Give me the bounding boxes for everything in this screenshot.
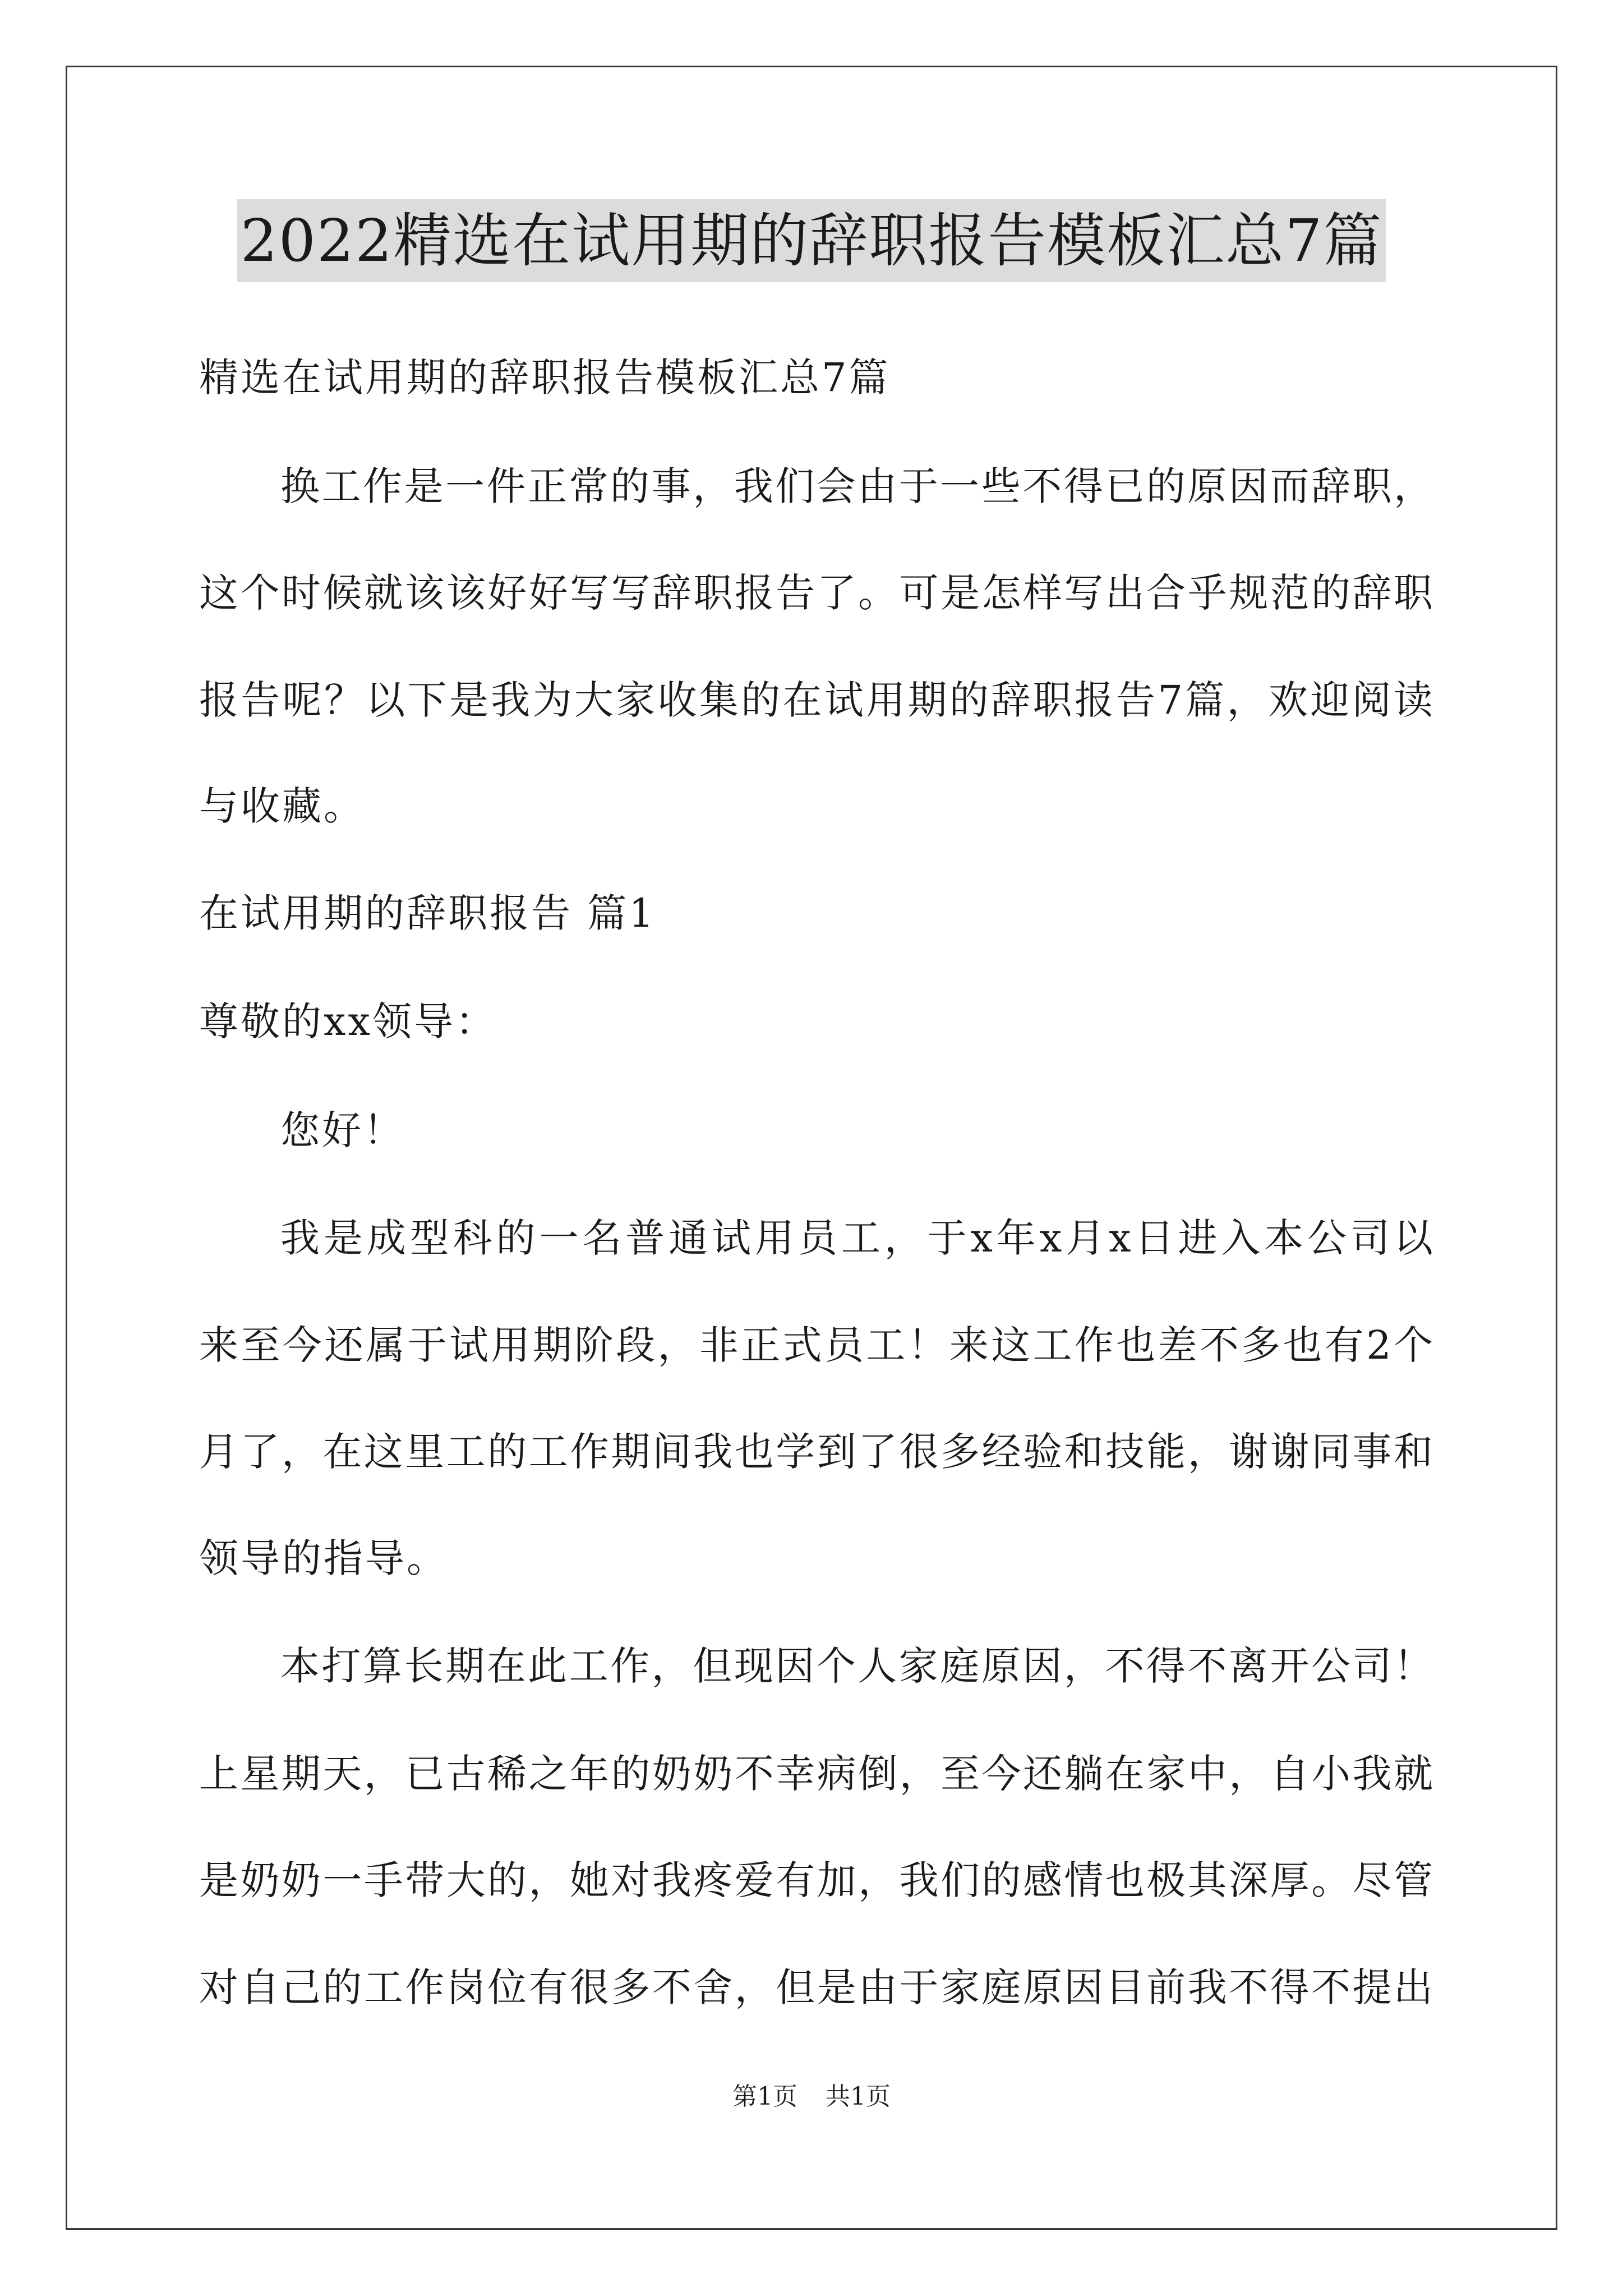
document-title: 2022精选在试用期的辞职报告模板汇总7篇 bbox=[237, 199, 1386, 282]
paragraph-line: 来至今还属于试用期阶段，非正式员工！来这工作也差不多也有2个 bbox=[199, 1322, 1433, 1368]
page-footer bbox=[0, 2080, 1623, 2114]
section-heading: 在试用期的辞职报告 篇1 bbox=[199, 890, 656, 936]
paragraph-line: 对自己的工作岗位有很多不舍，但是由于家庭原因目前我不得不提出 bbox=[199, 1964, 1433, 2010]
paragraph-line: 本打算长期在此工作，但现因个人家庭原因，不得不离开公司！ bbox=[280, 1643, 1433, 1689]
paragraph-line: 这个时候就该该好好写写辞职报告了。可是怎样写出合乎规范的辞职 bbox=[199, 570, 1433, 616]
paragraph-line: 我是成型科的一名普通试用员工，于x年x月x日进入本公司以 bbox=[280, 1215, 1433, 1261]
page-number-total: 共1页 bbox=[826, 2082, 891, 2111]
paragraph-line: 上星期天，已古稀之年的奶奶不幸病倒，至今还躺在家中，自小我就 bbox=[199, 1751, 1433, 1797]
paragraph-line: 换工作是一件正常的事，我们会由于一些不得已的原因而辞职， bbox=[280, 463, 1433, 509]
page-number-current: 第1页 bbox=[732, 2082, 797, 2111]
paragraph-line: 与收藏。 bbox=[199, 783, 365, 829]
greeting-line: 您好！ bbox=[280, 1107, 405, 1153]
paragraph-line: 报告呢？以下是我为大家收集的在试用期的辞职报告7篇，欢迎阅读 bbox=[199, 677, 1433, 723]
paragraph-line: 月了，在这里工的工作期间我也学到了很多经验和技能，谢谢同事和 bbox=[199, 1429, 1433, 1475]
paragraph-line: 是奶奶一手带大的，她对我疼爱有加，我们的感情也极其深厚。尽管 bbox=[199, 1857, 1433, 1903]
title-wrapper bbox=[0, 199, 1623, 282]
subtitle-line: 精选在试用期的辞职报告模板汇总7篇 bbox=[199, 355, 891, 401]
salutation-line: 尊敬的xx领导： bbox=[199, 999, 497, 1045]
paragraph-line: 领导的指导。 bbox=[199, 1535, 448, 1581]
